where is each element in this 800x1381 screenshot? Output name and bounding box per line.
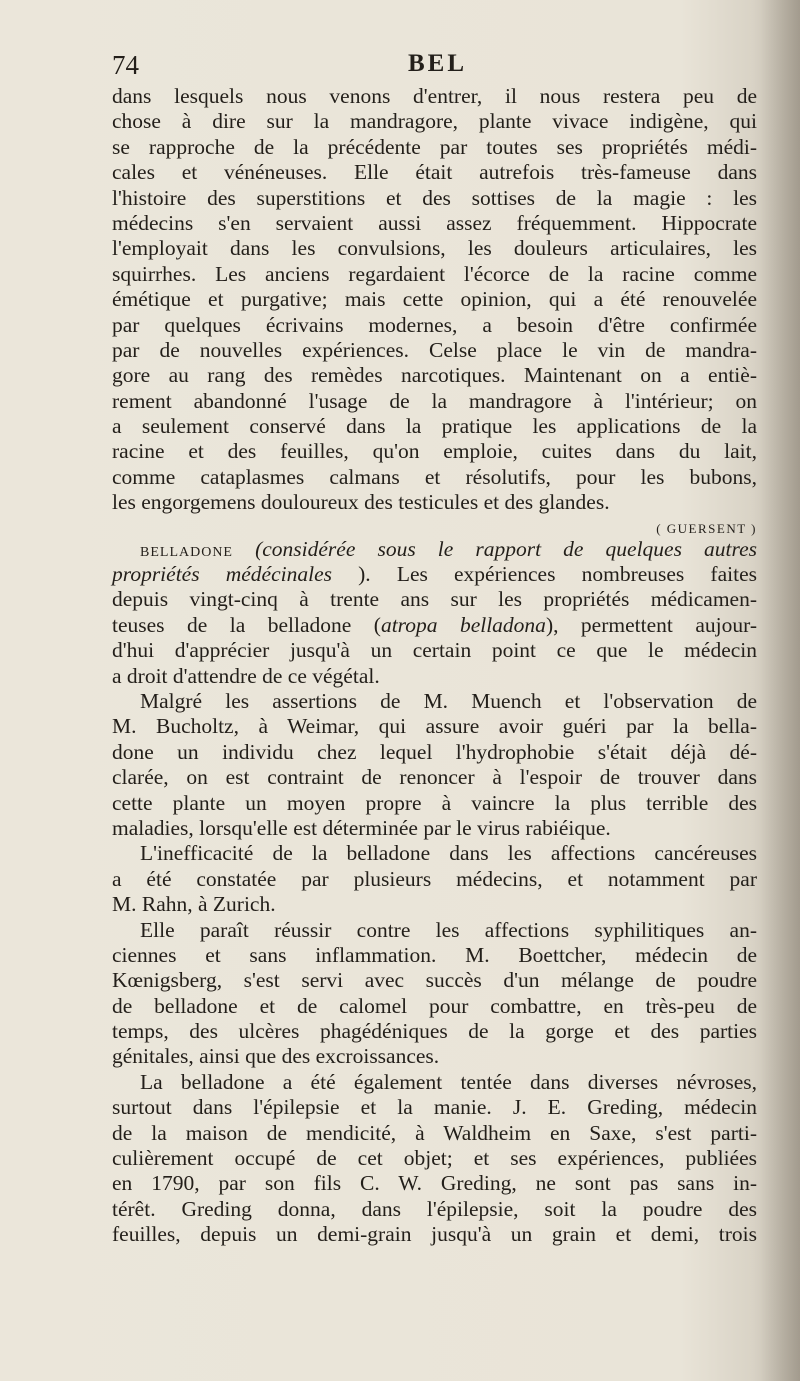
text-line: Elle paraît réussir contre les affections syphilitiques an- — [140, 917, 757, 942]
text-line: l'histoire des superstitions et des sottises de la magie : les — [112, 185, 757, 210]
text-line: en 1790, par son fils C. W. Greding, ne sont pas sans in- — [112, 1171, 757, 1196]
body-text — [112, 84, 757, 1248]
text-line: ciennes et sans inflammation. M. Boettcher, médecin de — [112, 942, 757, 967]
text-line: surtout dans l'épilepsie et la manie. J. E. Greding, médecin — [112, 1095, 757, 1120]
botanical-name: atropa belladona — [380, 612, 546, 637]
page-edge-shadow — [760, 0, 800, 1381]
entry-subtitle: (considérée sous le rapport de quelques autres — [255, 536, 758, 561]
text-line: Malgré les assertions de M. Muench et l'observation de — [140, 688, 757, 713]
text-line: l'employait dans les convulsions, les douleurs articulaires, les — [112, 236, 757, 261]
author-signature — [112, 516, 757, 537]
text-fragment: teuses de la belladone ( — [112, 612, 381, 637]
text-line: clarée, on est contraint de renoncer à l'espoir de trouver dans — [112, 765, 757, 790]
running-head: BEL — [408, 50, 468, 77]
text-line: chose à dire sur la mandragore, plante vivace indigène, qui — [112, 109, 757, 134]
text-line: par de nouvelles expériences. Celse place le vin de mandra- — [112, 337, 757, 362]
text-line: maladies, lorsqu'elle est déterminée par le virus rabiéique. — [112, 815, 611, 840]
text-line: médecins s'en servaient aussi assez fréquemment. Hippocrate — [112, 210, 757, 235]
text-line: a seulement conservé dans la pratique les applications de la — [112, 414, 757, 439]
entry-heading-line — [112, 537, 757, 562]
text-line: M. Bucholtz, à Weimar, qui assure avoir guéri par la bella- — [112, 714, 757, 739]
text-line: de la maison de mendicité, à Waldheim en Saxe, s'est parti- — [112, 1120, 757, 1145]
text-line: a droit d'attendre de ce végétal. — [112, 663, 380, 688]
text-line: culièrement occupé de cet objet; et ses expériences, publiées — [112, 1146, 757, 1171]
text-line: se rapproche de la précédente par toutes ses propriétés médi- — [112, 134, 757, 159]
text-line: racine et des feuilles, qu'on emploie, cuites dans du lait, — [112, 439, 757, 464]
text-line: temps, des ulcères phagédéniques de la gorge et des parties — [112, 1019, 757, 1044]
signature-text: ( GUERSENT ) — [656, 520, 757, 536]
text-line: térêt. Greding donna, dans l'épilepsie, soit la poudre des — [112, 1196, 757, 1221]
text-line: depuis vingt-cinq à trente ans sur les propriétés médicamen- — [112, 587, 757, 612]
text-line: comme cataplasmes calmans et résolutifs, pour les bubons, — [112, 464, 757, 489]
page-header — [112, 50, 757, 84]
text-line: done un individu chez lequel l'hydrophobie s'était déjà dé- — [112, 739, 757, 764]
text-line: gore au rang des remèdes narcotiques. Maintenant on a entiè- — [112, 363, 757, 388]
text-line: cales et vénéneuses. Elle était autrefois très-fameuse dans — [112, 160, 757, 185]
entry-term: BELLADONE — [140, 544, 233, 560]
page-number: 74 — [112, 50, 139, 80]
text-line: dans lesquels nous venons d'entrer, il nous restera peu de — [112, 84, 757, 108]
text-line: rement abandonné l'usage de la mandragore à l'intérieur; on — [112, 388, 757, 413]
text-line: a été constatée par plusieurs médecins, et notamment par — [112, 866, 757, 891]
text-fragment: ), permettent aujour- — [545, 612, 757, 637]
text-line: génitales, ainsi que des excroissances. — [112, 1044, 440, 1069]
text-line: squirrhes. Les anciens regardaient l'écorce de la racine comme — [112, 261, 757, 286]
entry-heading-line-2 — [112, 562, 757, 587]
text-line: par quelques écrivains modernes, a besoin d'être confirmée — [112, 312, 757, 337]
text-line-atropa — [112, 613, 757, 638]
text-line: cette plante un moyen propre à vaincre la plus terrible des — [112, 790, 757, 815]
text-line: émétique et purgative; mais cette opinion, qui a été renouvelée — [112, 287, 757, 312]
text-line: d'hui d'apprécier jusqu'à un certain point ce que le médecin — [112, 638, 757, 663]
text-line: La belladone a été également tentée dans diverses névroses, — [140, 1069, 757, 1094]
text-line: les engorgemens douloureux des testicules et des glandes. — [112, 490, 610, 515]
text-line: de belladone et de calomel pour combattre, en très-peu de — [112, 993, 757, 1018]
entry-subtitle-italic: propriétés médécinales — [112, 562, 332, 587]
text-line: feuilles, depuis un demi-grain jusqu'à un grain et demi, trois — [112, 1222, 757, 1247]
text-line: L'inefficacité de la belladone dans les affections cancéreuses — [140, 841, 757, 866]
text-line: Kœnigsberg, s'est servi avec succès d'un mélange de poudre — [112, 968, 757, 993]
entry-subtitle-rest: ). Les expériences nombreuses faites — [358, 562, 757, 587]
text-line: M. Rahn, à Zurich. — [112, 892, 276, 917]
